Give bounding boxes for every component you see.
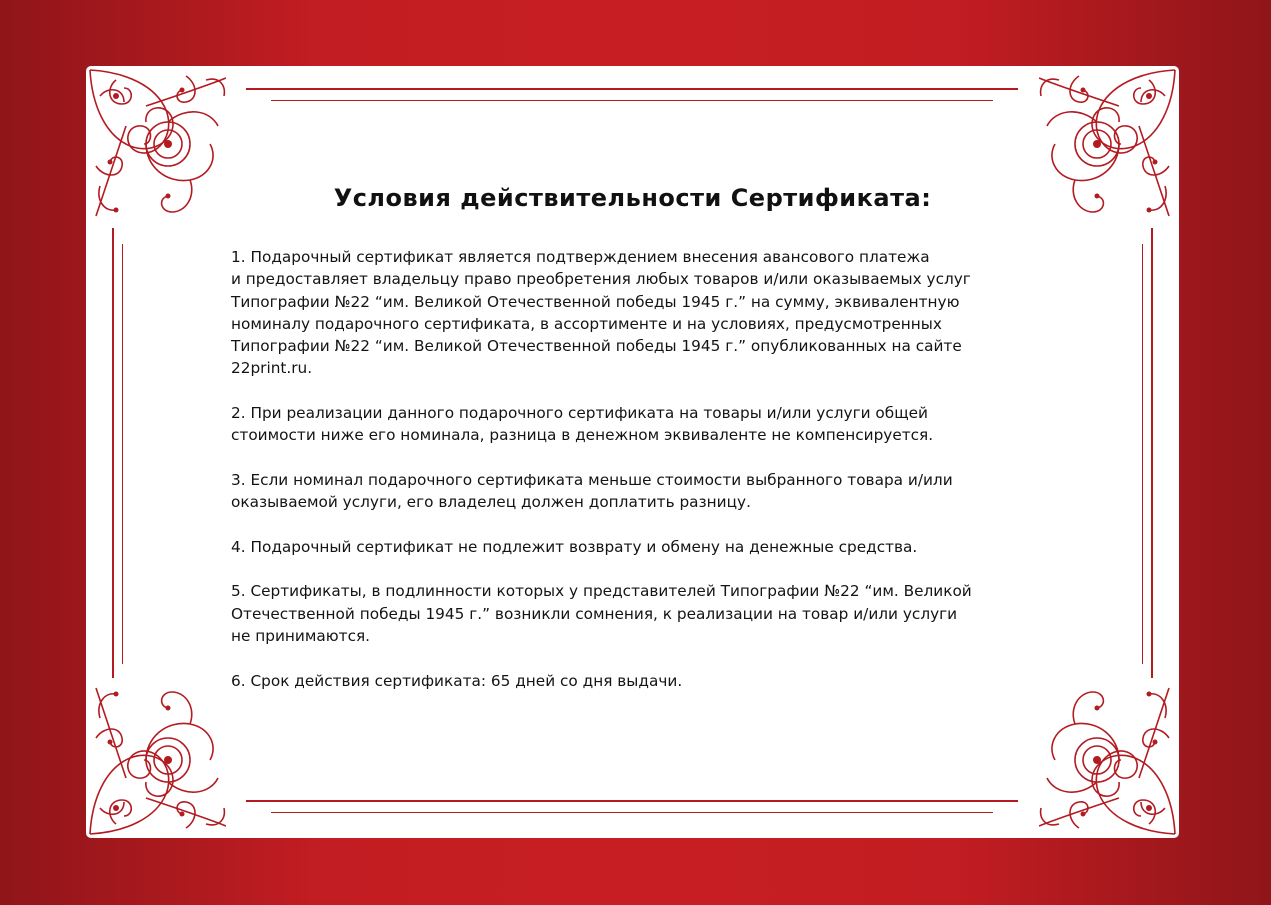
- term-item-5: 5. Сертификаты, в подлинности которых у представителей Типографии №22 “им. Великой Отечественной победы 1945 г.” возникли сомнения, к реализации на товар и/или услуги не принимаются.: [231, 582, 972, 646]
- term-item-1: 1. Подарочный сертификат является подтверждением внесения авансового платежа и предоставляет владельцу право преобретения любых товаров и/или оказываемых услуг Типографии №22 “им. Великой Отечественной победы 1945 г.” на сумму, эквивалентную номиналу подарочного сертификата, в ассортименте и на условиях, предусмотренных Типографии №22 “им. Великой Отечественной победы 1945 г.” опубликованных на сайте 22print.ru.: [231, 248, 971, 378]
- left-border-line-inner: [122, 244, 123, 664]
- corner-ornament-bottom-left: [86, 678, 226, 838]
- swirl-ornament-icon: [86, 678, 226, 838]
- term-item-2: 2. При реализации данного подарочного сертификата на товары и/или услуги общей стоимости ниже его номинала, разница в денежном эквиваленте не компенсируется.: [231, 404, 934, 445]
- top-border-line-inner: [271, 100, 993, 101]
- term-item-4: 4. Подарочный сертификат не подлежит возврату и обмену на денежные средства.: [231, 537, 918, 556]
- term-item-3: 3. Если номинал подарочного сертификата меньше стоимости выбранного товара и/или оказываемой услуги, его владелец должен доплатить разницу.: [231, 470, 953, 512]
- certificate-card: [86, 66, 1179, 838]
- certificate-title: Условия действительности Сертификата:: [333, 184, 932, 213]
- left-border-line: [112, 228, 114, 678]
- bottom-border-line: [246, 800, 1018, 802]
- term-item-6: 6. Срок действия сертификата: 65 дней со дня выдачи.: [231, 671, 683, 690]
- bottom-border-line-inner: [271, 812, 993, 813]
- top-border-line: [246, 88, 1018, 90]
- right-border-line-inner: [1142, 244, 1143, 664]
- right-border-line: [1151, 228, 1153, 678]
- terms-list: [231, 246, 1061, 714]
